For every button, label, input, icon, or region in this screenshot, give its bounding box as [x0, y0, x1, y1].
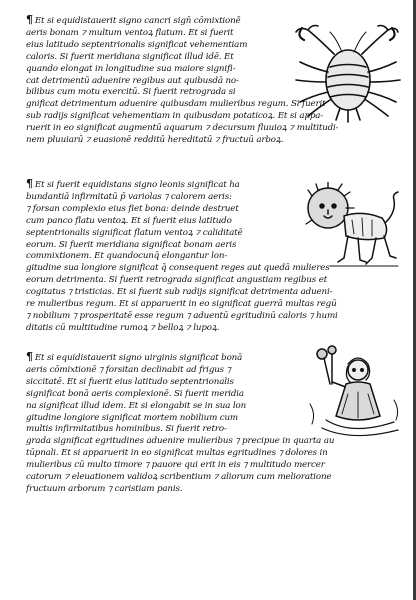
paragraph-virgo: [26, 351, 334, 496]
paragraph-leo: [26, 178, 338, 335]
paragraph-line: cat detrimentū aduenire regibus aut quibusdā no-: [26, 75, 239, 86]
paragraph-line: re mulieribus regum. Et si apparuerit in eo significat guerrā multas regū: [26, 299, 337, 310]
paragraph-line: gnificat detrimentum aduenire quibusdam mulieribus regum. Si fuerit: [26, 99, 326, 110]
lion-woodcut: [300, 182, 400, 270]
paragraph-line: eorum detrimenta. Si fuerit retrograda significat angustiam regibus et: [26, 275, 328, 286]
paragraph-line: ruerit in eo significat augmentū aquarum ⁊ decursum fluuioꝝ ⁊ multitudi-: [26, 123, 339, 134]
paragraph-line: eius latitudo septentrionalis significat vehementiam: [26, 39, 248, 50]
paragraph-line: bilibus cum motu exercitū. Si fuerit retrograda si: [26, 87, 236, 98]
paragraph-line: na significat illud idem. Et si elongabit se in sua lon: [26, 400, 247, 411]
paragraph-line: gitudine sua longiore significat q̄ consequent reges aut quedā mulieres: [26, 263, 330, 274]
paragraph-line: multis infirmitatibus hominibus. Si fuerit retro-: [26, 424, 227, 435]
paragraph-line: ⁊ forsan complexio eius fiet bona: deinde destruet: [26, 203, 239, 214]
paragraph-line: cogitatus ⁊ tristicias. Et si fuerit sub radijs significat detrimenta adueni-: [26, 287, 333, 298]
paragraph-line: grada significat egritudines aduenire mulieribus ⁊ precipue in quarta au: [26, 436, 335, 447]
line-text: Et si fuerit equidistans signo leonis significat ha: [34, 180, 240, 190]
paragraph-line: cum panco flatu ventoꝝ. Et si fuerit eius latitudo: [26, 215, 232, 226]
paragraph-line: [26, 351, 334, 365]
paragraph-line: siccitatē. Et si fuerit eius latitudo septentrionalis: [26, 376, 234, 387]
paragraph-line: nem pluuiarū ⁊ euasionē redditū hereditatū ⁊ fructuū arboꝝ.: [26, 135, 284, 146]
paragraph-line: ditatis cū multitudine rumoꝝ ⁊ belloꝝ ⁊ lupoꝝ.: [26, 322, 220, 333]
crab-woodcut: [290, 22, 402, 124]
paragraph-line: fructuum arborum ⁊ caristiam panis.: [26, 483, 183, 494]
paragraph-line: quando elongat̄ in longitudine sua maiore signifi-: [26, 63, 236, 74]
paragraph-line: eorum. Si fuerit meridiana significat bonam aeris: [26, 239, 237, 250]
line-text: Et si equidistauerit signo uirginis significat bonā: [34, 353, 243, 363]
paragraph-line: significat bonā aeris complexionē. Si fuerit meridia: [26, 388, 244, 399]
paragraph-line: septentrionalis significat flatum ventoꝝ ⁊ caliditatē: [26, 227, 243, 238]
paragraph-line: mulieribus cū multo timore ⁊ pauore qui erit in eis ⁊ multitudo mercer: [26, 460, 325, 471]
paragraph-line: aeris cōmixtionē ⁊ forsitan declinabit ad frigus ⁊: [26, 364, 231, 375]
paragraph-mark: ¶: [26, 178, 33, 190]
paragraph-line: [26, 178, 338, 192]
virgin-woodcut: [302, 344, 402, 442]
paragraph-line: ⁊ nobilium ⁊ prosperitatē esse regum ⁊ aduentū egritudinū caloris ⁊ humi: [26, 310, 338, 321]
paragraph-line: aeris bonam ⁊ multum ventoꝝ flatum. Et si fuerit: [26, 27, 234, 38]
paragraph-line: sub radijs significat vehementiam in quibusdam potaticoꝝ. Et si appa-: [26, 111, 324, 122]
paragraph-mark: ¶: [26, 351, 33, 363]
paragraph-line: gitudine longiore significat mortem nobilium cum: [26, 412, 239, 423]
paragraph-line: bundantiā infirmitatū p̄ variolas ⁊ calorem aeris:: [26, 191, 232, 202]
paragraph-line: tūpnali. Et si apparuerit in eo significat multas egritudines ⁊ dolores in: [26, 448, 328, 459]
paragraph-line: commixtionem. Et quandocunq̄ elongantur lon-: [26, 251, 228, 262]
paragraph-mark: ¶: [26, 14, 33, 26]
paragraph-line: caloris. Si fuerit meridiana significat illud idē. Et: [26, 51, 234, 62]
line-text: Et si equidistauerit signo cancri sign̄ cōmixtionē̄: [34, 16, 241, 26]
paragraph-line: catorum ⁊ eleuationem validoꝝ scribentium ⁊ aliorum cum melioratione: [26, 472, 332, 483]
